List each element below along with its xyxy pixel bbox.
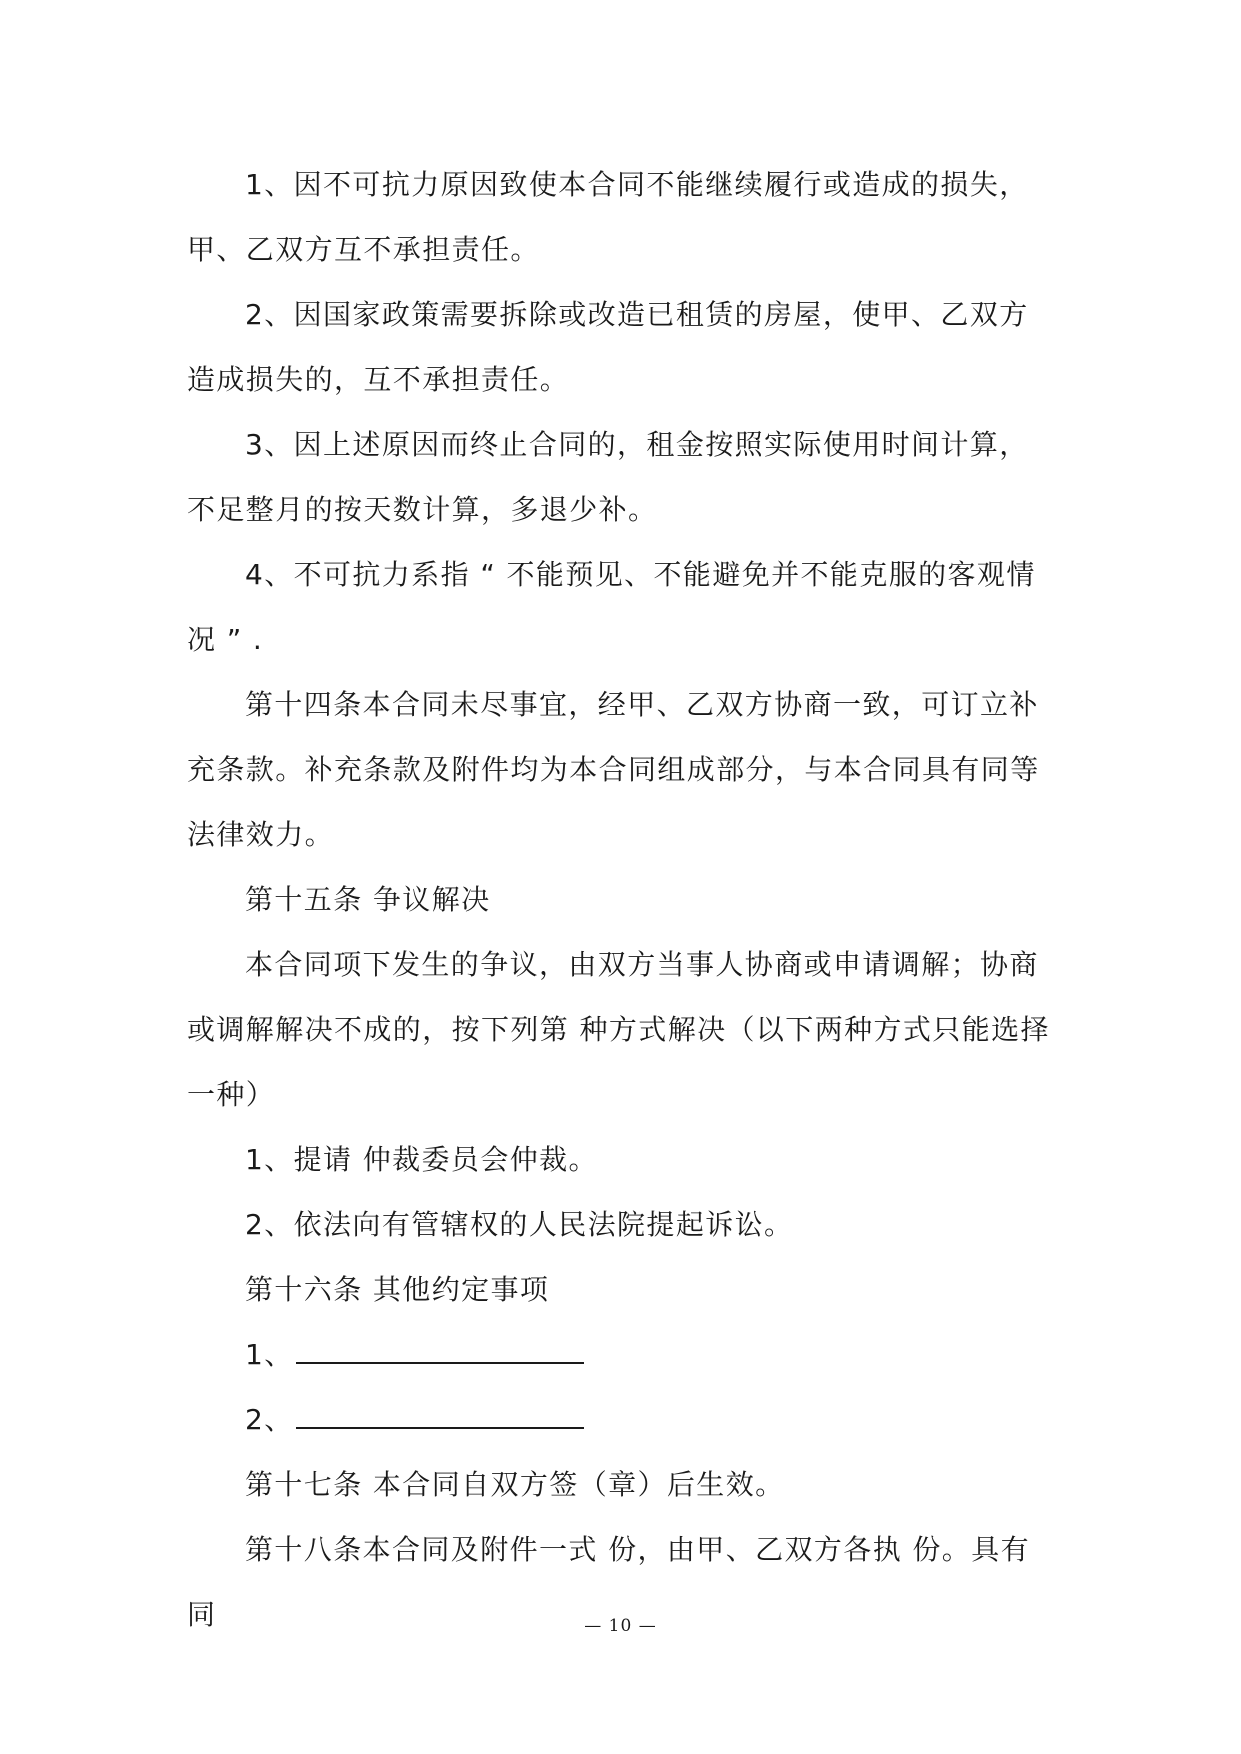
paragraph-force-majeure-4: 4、不可抗力系指 “ 不能预见、不能避免并不能克服的客观情况 ” . bbox=[187, 558, 1036, 656]
paragraph-article-17: 第十七条 本合同自双方签（章）后生效。 bbox=[245, 1468, 785, 1501]
paragraph-article-14: 第十四条本合同未尽事宜，经甲、乙双方协商一致，可订立补充条款。补充条款及附件均为本合同组成部分，与本合同具有同等法律效力。 bbox=[187, 688, 1040, 851]
paragraph-arbitration-option: 1、提请 仲裁委员会仲裁。 bbox=[245, 1143, 598, 1176]
paragraph-force-majeure-3: 3、因上述原因而终止合同的，租金按照实际使用时间计算，不足整月的按天数计算，多退少补。 bbox=[187, 428, 1029, 526]
paragraph-force-majeure-2: 2、因国家政策需要拆除或改造已租赁的房屋，使甲、乙双方造成损失的，互不承担责任。 bbox=[187, 298, 1029, 396]
blank-item-2 bbox=[187, 1387, 1057, 1452]
heading-article-15: 第十五条 争议解决 bbox=[245, 883, 491, 916]
paragraph-litigation-option: 2、依法向有管辖权的人民法院提起诉讼。 bbox=[245, 1208, 794, 1241]
blank-item-label: 2、 bbox=[245, 1403, 294, 1436]
paragraph-dispute-resolution: 本合同项下发生的争议，由双方当事人协商或申请调解；协商或调解解决不成的，按下列第 种方式解决（以下两种方式只能选择一种） bbox=[187, 948, 1050, 1111]
fill-in-blank-line bbox=[296, 1338, 584, 1364]
fill-in-blank-line bbox=[296, 1403, 584, 1429]
document-body bbox=[187, 152, 1057, 1647]
page-number: — 10 — bbox=[584, 1616, 657, 1636]
paragraph-article-18: 第十八条本合同及附件一式 份，由甲、乙双方各执 份。具有同 bbox=[187, 1533, 1031, 1631]
paragraph-force-majeure-1: 1、因不可抗力原因致使本合同不能继续履行或造成的损失，甲、乙双方互不承担责任。 bbox=[187, 168, 1029, 266]
blank-item-label: 1、 bbox=[245, 1338, 294, 1371]
blank-item-1 bbox=[187, 1322, 1057, 1387]
heading-article-16: 第十六条 其他约定事项 bbox=[245, 1273, 550, 1306]
